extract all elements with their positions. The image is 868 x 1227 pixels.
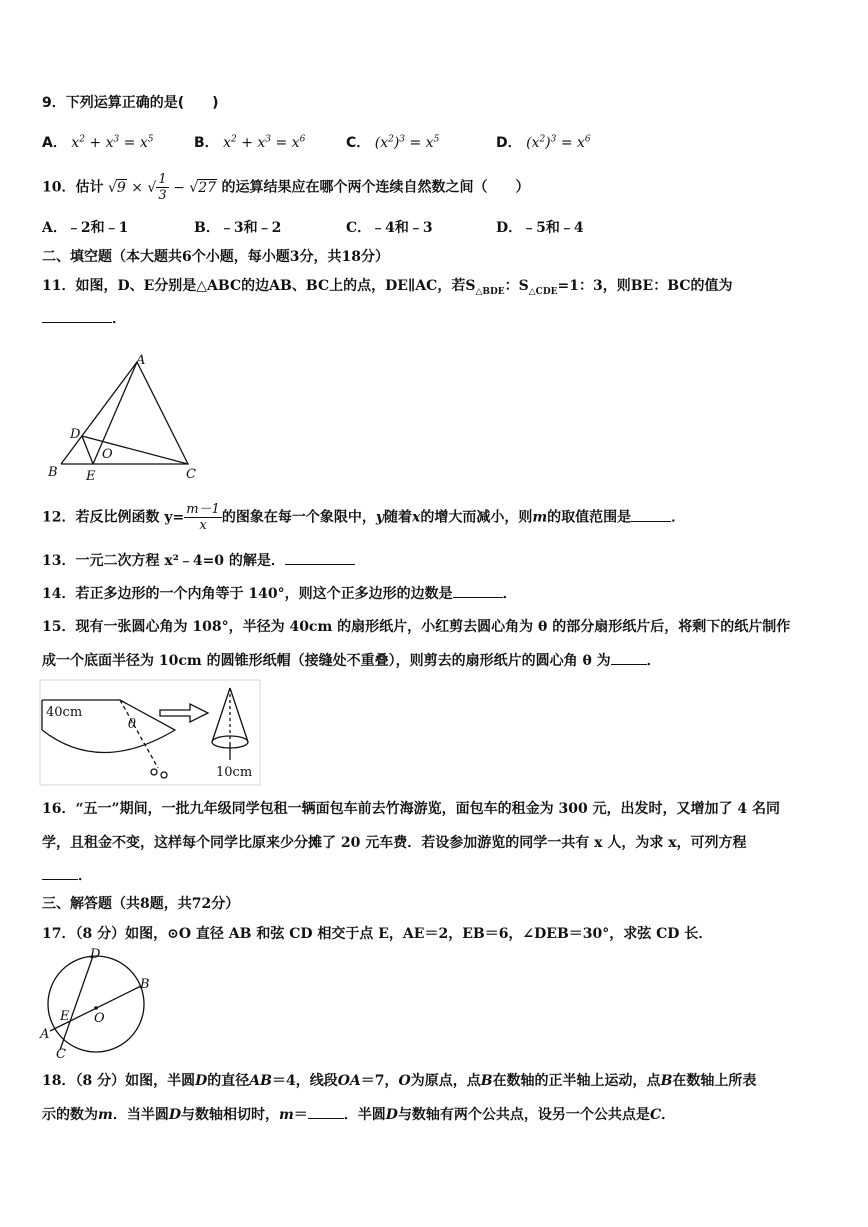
label-o: O (94, 1011, 105, 1026)
q16-answer-line (42, 865, 92, 885)
q12-end: ． (671, 509, 686, 526)
q16-end: ． (78, 868, 92, 884)
var-m: m (98, 1107, 113, 1123)
center-dot (94, 1006, 98, 1010)
var-c: C (649, 1107, 662, 1123)
q13-text-main: 13．一元二次方程 x²﹣4=0 的解是． (42, 553, 285, 569)
scissors-handle (161, 772, 167, 778)
var-d: D (195, 1073, 208, 1089)
var-ab: AB (249, 1073, 272, 1089)
q18-text-d: ＝7， (360, 1073, 399, 1089)
segment-dc (82, 436, 188, 464)
label-o: O (102, 447, 113, 462)
q16-line-1: 16．“五一”期间，一批九年级同学包租一辆面包车前去竹海游览，面包车的租金为 300 元，出发时，又增加了 4 名同 (42, 801, 781, 817)
q15-line-1: 15．现有一张圆心角为 108°，半径为 40cm 的扇形纸片，小红剪去圆心角为 θ 的部分扇形纸片后，将剩下的纸片制作 (42, 619, 791, 635)
fraction-denominator: x (199, 518, 207, 533)
answer-blank (453, 585, 503, 598)
var-b: B (480, 1073, 493, 1089)
q9-option-d (496, 132, 591, 152)
q12-text-d: 的增大而减小，则 (420, 509, 533, 526)
q12-text-b: 的图象在每一个象限中， (221, 509, 376, 526)
q18-text-a: 18．（8 分）如图，半圆 (42, 1073, 196, 1089)
answer-blank (308, 1106, 344, 1119)
arrow-right-icon (160, 704, 208, 722)
label-c: C (186, 467, 196, 482)
q10-stem (42, 172, 529, 203)
formula: $(x^2)^3 = x^6$ (526, 134, 591, 151)
option-label: B． (194, 135, 219, 151)
answer-blank (611, 652, 647, 665)
segment-de (82, 436, 93, 464)
answer-blank (285, 552, 355, 565)
label-d: D (70, 427, 81, 442)
label-b: B (140, 977, 150, 992)
option-label: A． (42, 135, 67, 151)
q12-text (42, 502, 685, 533)
fraction-numerator: m－1 (186, 502, 220, 517)
label-a: A (136, 353, 146, 368)
q18-text-l: ．半圆 (343, 1107, 386, 1123)
q10-option-c: C．﹣4和﹣3 (346, 220, 433, 236)
q15-line-2 (42, 650, 661, 670)
q11-end: ． (112, 311, 126, 327)
q18-text-f: 在数轴的正半轴上运动，点 (492, 1073, 661, 1089)
label-40cm: 40cm (46, 705, 83, 720)
q17-circle-figure (38, 946, 158, 1062)
q13-text (42, 550, 355, 570)
q18-text-j: 与数轴相切时， (180, 1107, 279, 1123)
answer-blank (42, 867, 78, 880)
chord-cd (60, 956, 93, 1050)
label-e: E (86, 469, 96, 484)
q14-text (42, 583, 517, 603)
label-theta: θ (128, 717, 136, 732)
q9-stem: 9．下列运算正确的是( ) (42, 95, 219, 111)
q17-text: 17．（8 分）如图，⊙O 直径 AB 和弦 CD 相交于点 E，AE＝2，EB＝6，∠DEB＝30°，求弦 CD 长． (42, 926, 713, 942)
option-label: D． (496, 135, 522, 151)
q18-line-2 (42, 1104, 675, 1124)
formula: $x^2 + x^3 = x^5$ (71, 134, 154, 151)
triangle-abc (61, 362, 188, 464)
q10-option-a: A．﹣2和﹣1 (42, 220, 129, 236)
q11-text-b: ：S (504, 278, 529, 294)
q11-sub-1: △BDE (475, 286, 505, 297)
label-d: D (90, 947, 101, 962)
q12-fraction (184, 502, 222, 533)
section-3-heading: 三、解答题（共8题，共72分） (42, 896, 240, 912)
q18-text-b: 的直径 (207, 1073, 250, 1089)
q16-line-2: 学，且租金不变，这样每个同学比原来少分摊了 20 元车费．若设参加游览的同学一共有 x 人，为求 x，可列方程 (42, 835, 747, 851)
q18-text-m: 与数轴有两个公共点，设另一个公共点是 (397, 1107, 650, 1123)
var-b: B (660, 1073, 673, 1089)
q15-text-main: 成一个底面半径为 10cm 的圆锥形纸帽（接缝处不重叠），则剪去的扇形纸片的圆心角 θ 为 (42, 653, 611, 669)
q11-text-c: =1：3，则BE：BC的值为 (557, 278, 733, 294)
q12-text-c: 随着 (383, 509, 412, 526)
var-y: y (375, 509, 384, 526)
q18-text-h: 示的数为 (42, 1107, 98, 1123)
label-b: B (48, 465, 58, 480)
q9-option-a (42, 132, 153, 152)
circle-o (48, 956, 144, 1052)
q11-sub-2: △CDE (528, 286, 558, 297)
q14-text-main: 14．若正多边形的一个内角等于 140°，则这个正多边形的边数是 (42, 586, 453, 602)
q18-line-1 (42, 1070, 756, 1090)
q10-expression: √9 × √ $\frac{1}{3}$ − √27 (107, 172, 217, 203)
var-oa: OA (337, 1073, 361, 1089)
q18-text-i: ．当半圆 (112, 1107, 169, 1123)
q10-text: 的运算结果应在哪个两个连续自然数之间（ ） (221, 179, 530, 196)
option-label: C． (346, 135, 371, 151)
q11-answer-line (42, 308, 126, 328)
q11-text-a: 11．如图，D、E分别是△ABC的边AB、BC上的点，DE∥AC，若S (42, 278, 476, 294)
q9-option-c (346, 132, 439, 152)
q10-number: 10．估计 (42, 179, 104, 196)
q11-text (42, 275, 732, 297)
answer-blank (631, 509, 671, 522)
q12-text-a: 12．若反比例函数 y= (42, 509, 185, 526)
q15-end: ． (646, 653, 661, 669)
q14-end: ． (502, 586, 517, 602)
q15-sector-cone-figure (40, 680, 260, 785)
formula: $(x^2)^3 = x^5$ (374, 134, 440, 151)
var-d: D (385, 1107, 398, 1123)
answer-blank (42, 310, 112, 323)
label-e: E (60, 1009, 70, 1024)
var-m: m (278, 1107, 294, 1123)
scissors-icon (151, 769, 157, 775)
q18-end: ． (661, 1107, 676, 1123)
q18-text-k: ＝ (293, 1107, 308, 1123)
var-d: D (168, 1107, 181, 1123)
section-2-heading: 二、填空题（本大题共6个小题，每小题3分，共18分） (42, 249, 389, 265)
q12-text-e: 的取值范围是 (547, 509, 632, 526)
formula: $x^2 + x^3 = x^6$ (223, 134, 306, 151)
label-10cm: 10cm (216, 765, 253, 780)
var-m: m (532, 509, 548, 526)
label-c: C (56, 1047, 66, 1062)
q9-option-b (194, 132, 305, 152)
q11-triangle-figure (40, 352, 210, 482)
q18-text-c: ＝4，线段 (271, 1073, 338, 1089)
q10-option-d: D．﹣5和﹣4 (496, 220, 584, 236)
var-x: x (411, 509, 421, 526)
q10-option-b: B．﹣3和﹣2 (194, 220, 282, 236)
q18-text-g: 在数轴上所表 (672, 1073, 757, 1089)
label-a: A (40, 1027, 50, 1042)
var-o: O (398, 1073, 411, 1089)
q18-text-e: 为原点，点 (410, 1073, 481, 1089)
